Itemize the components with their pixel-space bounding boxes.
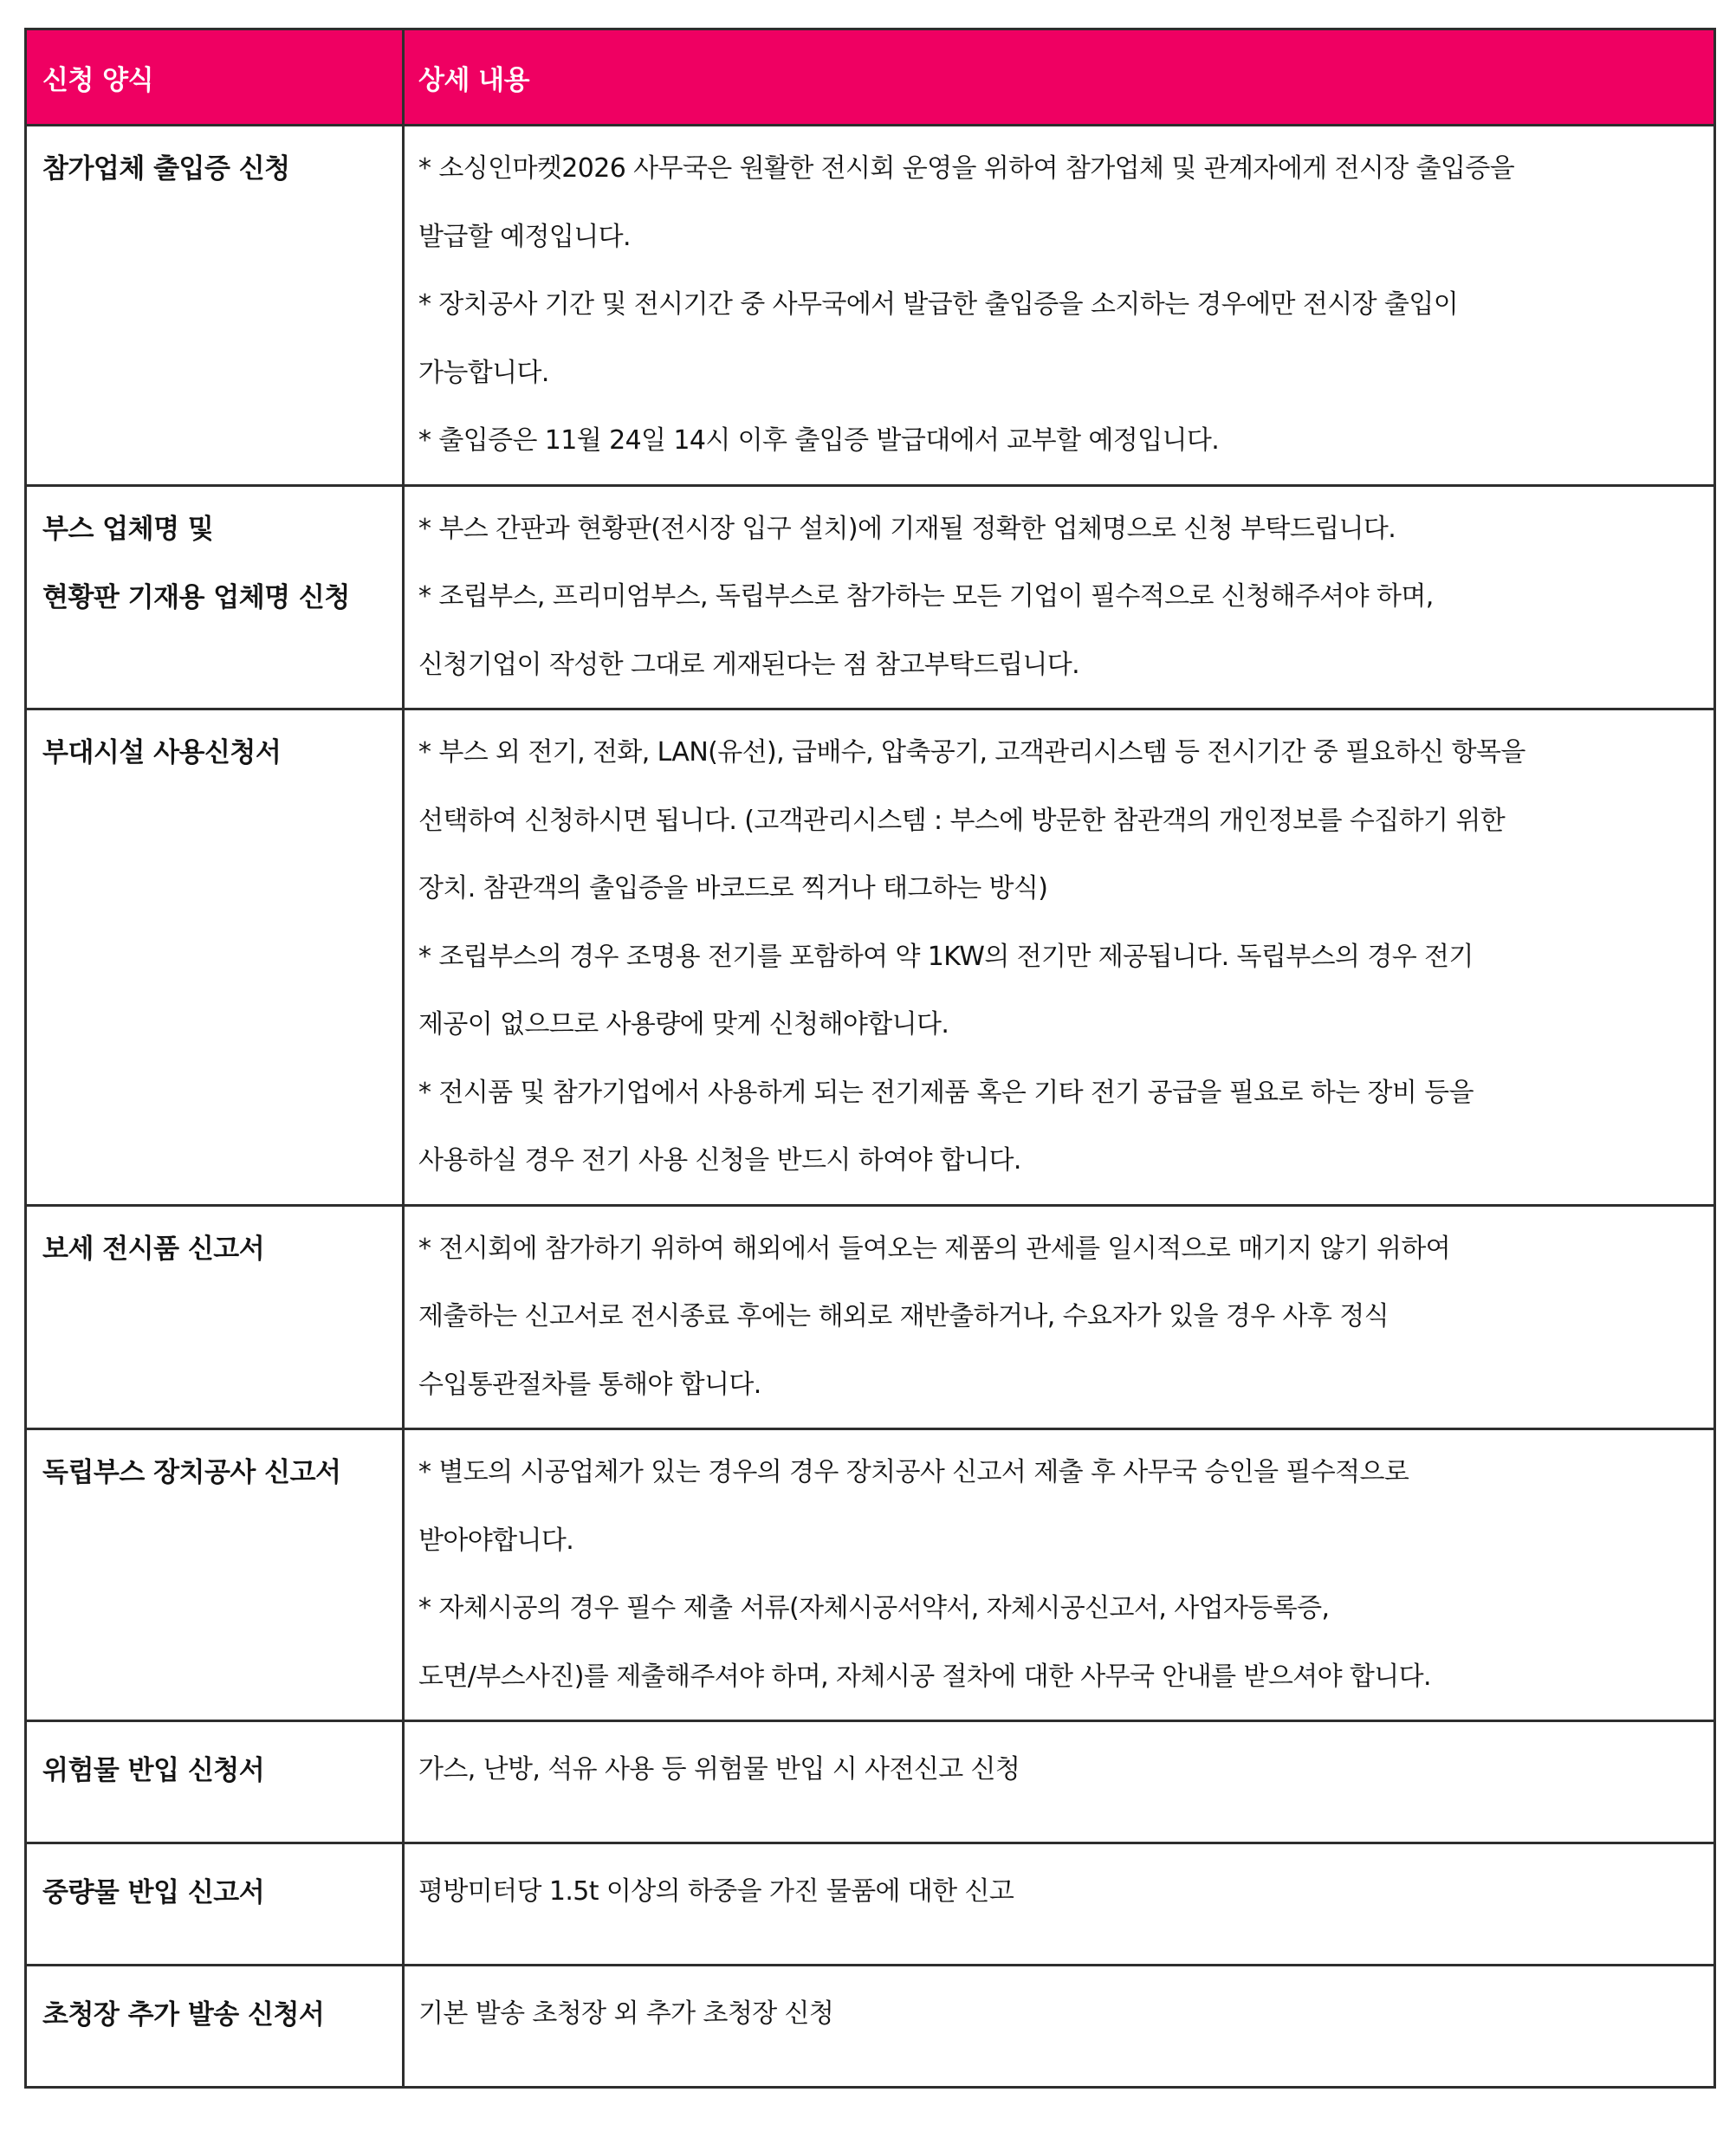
form-details-cell: [404, 1205, 1715, 1429]
table-header-row: [26, 29, 1715, 126]
form-name-cell: [26, 485, 404, 709]
detail-line: 발급할 예정입니다.: [418, 221, 631, 252]
form-details-cell: [404, 126, 1715, 486]
detail-line: 제출하는 신고서로 전시종료 후에는 해외로 재반출하거나, 수요자가 있을 경우 사후 정식: [418, 1301, 1389, 1331]
detail-line: * 조립부스의 경우 조명용 전기를 포함하여 약 1KW의 전기만 제공됩니다. 독립부스의 경우 전기: [418, 941, 1474, 972]
form-details-cell: [404, 709, 1715, 1206]
form-name-cell: [26, 1205, 404, 1429]
form-name: 부스 업체명 및: [42, 513, 214, 545]
form-name: 보세 전시품 신고서: [42, 1233, 265, 1265]
form-details-cell: [404, 1966, 1715, 2088]
form-name-cell: [26, 1843, 404, 1966]
detail-line: * 조립부스, 프리미엄부스, 독립부스로 참가하는 모든 기업이 필수적으로 신청해주셔야 하며,: [418, 581, 1434, 612]
detail-line: * 부스 외 전기, 전화, LAN(유선), 급배수, 압축공기, 고객관리시스템 등 전시기간 중 필요하신 항목을: [418, 737, 1525, 768]
form-name-cell: [26, 126, 404, 486]
form-details-cell: [404, 1429, 1715, 1721]
detail-line: 가스, 난방, 석유 사용 등 위험물 반입 시 사전신고 신청: [418, 1754, 1020, 1785]
form-details-cell: [404, 1843, 1715, 1966]
table-row: [26, 1721, 1715, 1843]
column-header-form: 신청 양식: [26, 29, 404, 126]
form-name: 부대시설 사용신청서: [42, 737, 282, 768]
detail-line: 가능합니다.: [418, 357, 549, 388]
detail-line: * 전시회에 참가하기 위하여 해외에서 들여오는 제품의 관세를 일시적으로 매기지 않기 위하여: [418, 1233, 1451, 1264]
detail-line: * 소싱인마켓2026 사무국은 원활한 전시회 운영을 위하여 참가업체 및 관계자에게 전시장 출입증을: [418, 153, 1515, 184]
form-name-cell: [26, 1721, 404, 1843]
detail-line: 제공이 없으므로 사용량에 맞게 신청해야합니다.: [418, 1009, 949, 1040]
application-forms-table: [24, 28, 1716, 2089]
form-name: 중량물 반입 신고서: [42, 1877, 265, 1908]
detail-line: 평방미터당 1.5t 이상의 하중을 가진 물품에 대한 신고: [418, 1876, 1014, 1907]
form-name: 위험물 반입 신청서: [42, 1755, 265, 1786]
detail-line: 수입통관절차를 통해야 합니다.: [418, 1369, 761, 1400]
table-row: [26, 126, 1715, 486]
table-row: [26, 1966, 1715, 2088]
form-details-cell: [404, 485, 1715, 709]
table-row: [26, 709, 1715, 1206]
form-name: 현황판 기재용 업체명 신청: [42, 581, 350, 613]
table-row: [26, 1205, 1715, 1429]
form-name-cell: [26, 1966, 404, 2088]
form-name: 참가업체 출입증 신청: [42, 153, 290, 185]
detail-line: 받아야합니다.: [418, 1525, 574, 1556]
form-name-cell: [26, 1429, 404, 1721]
column-header-details: 상세 내용: [404, 29, 1715, 126]
detail-line: * 전시품 및 참가기업에서 사용하게 되는 전기제품 혹은 기타 전기 공급을 필요로 하는 장비 등을: [418, 1077, 1474, 1108]
form-name-cell: [26, 709, 404, 1206]
detail-line: 선택하여 신청하시면 됩니다. (고객관리시스템 : 부스에 방문한 참관객의 개인정보를 수집하기 위한: [418, 805, 1506, 836]
table-row: [26, 1843, 1715, 1966]
form-details-cell: [404, 1721, 1715, 1843]
detail-line: * 출입증은 11월 24일 14시 이후 출입증 발급대에서 교부할 예정입니다.: [418, 425, 1220, 456]
detail-line: * 자체시공의 경우 필수 제출 서류(자체시공서약서, 자체시공신고서, 사업자등록증,: [418, 1593, 1330, 1623]
table-row: [26, 1429, 1715, 1721]
table-row: [26, 485, 1715, 709]
detail-line: 신청기업이 작성한 그대로 게재된다는 점 참고부탁드립니다.: [418, 649, 1080, 680]
detail-line: * 부스 간판과 현황판(전시장 입구 설치)에 기재될 정확한 업체명으로 신청 부탁드립니다.: [418, 513, 1396, 544]
detail-line: 사용하실 경우 전기 사용 신청을 반드시 하여야 합니다.: [418, 1145, 1021, 1176]
detail-line: 장치. 참관객의 출입증을 바코드로 찍거나 태그하는 방식): [418, 873, 1048, 904]
detail-line: 기본 발송 초청장 외 추가 초청장 신청: [418, 1998, 834, 2029]
detail-line: 도면/부스사진)를 제출해주셔야 하며, 자체시공 절차에 대한 사무국 안내를 받으셔야 합니다.: [418, 1661, 1431, 1692]
form-name: 초청장 추가 발송 신청서: [42, 1999, 325, 2031]
form-name: 독립부스 장치공사 신고서: [42, 1457, 341, 1488]
detail-line: * 장치공사 기간 및 전시기간 중 사무국에서 발급한 출입증을 소지하는 경우에만 전시장 출입이: [418, 289, 1459, 320]
detail-line: * 별도의 시공업체가 있는 경우의 경우 장치공사 신고서 제출 후 사무국 승인을 필수적으로: [418, 1457, 1409, 1487]
